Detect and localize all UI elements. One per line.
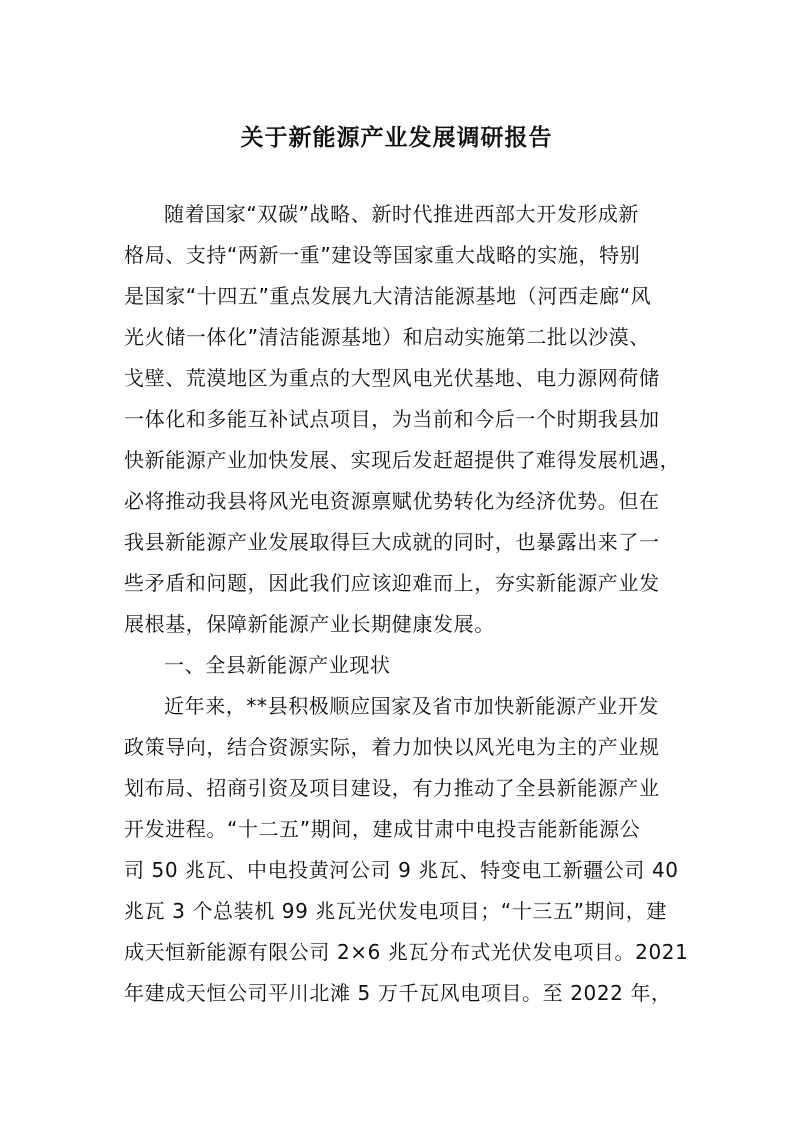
paragraph-line: 快新能源产业加快发展、实现后发赶超提供了难得发展机遇， — [124, 448, 681, 472]
paragraph-line: 展根基，保障新能源产业长期健康发展。 — [124, 612, 495, 636]
paragraph-line: 兆瓦 3 个总装机 99 兆瓦光伏发电项目；“十三五”期间，建 — [124, 899, 667, 923]
paragraph-line: 光火储一体化”清洁能源基地）和启动实施第二批以沙漠、 — [124, 325, 650, 349]
paragraph-line: 些矛盾和问题，因此我们应该迎难而上，夯实新能源产业发 — [124, 571, 660, 595]
paragraph-line: 随着国家“双碳”战略、新时代推进西部大开发形成新 — [164, 202, 640, 226]
paragraph-line: 一体化和多能互补试点项目，为当前和今后一个时期我县加 — [124, 407, 660, 431]
paragraph-line: 必将推动我县将风光电资源禀赋优势转化为经济优势。但在 — [124, 489, 660, 513]
paragraph-line: 年建成天恒公司平川北滩 5 万千瓦风电项目。至 2022 年， — [124, 981, 672, 1005]
paragraph-line: 成天恒新能源有限公司 2×6 兆瓦分布式光伏发电项目。2021 — [124, 940, 689, 964]
paragraph-line: 戈壁、荒漠地区为重点的大型风电光伏基地、电力源网荷储 — [124, 366, 660, 390]
paragraph-line: 近年来，**县积极顺应国家及省市加快新能源产业开发 — [164, 694, 659, 718]
section-heading: 一、全县新能源产业现状 — [164, 653, 391, 677]
paragraph-line: 我县新能源产业发展取得巨大成就的同时，也暴露出来了一 — [124, 530, 660, 554]
paragraph-line: 划布局、招商引资及项目建设，有力推动了全县新能源产业 — [124, 776, 660, 800]
paragraph-line: 格局、支持“两新一重”建设等国家重大战略的实施，特别 — [124, 243, 641, 267]
paragraph-line: 开发进程。“十二五”期间，建成甘肃中电投吉能新能源公 — [124, 817, 641, 841]
paragraph-line: 政策导向，结合资源实际，着力加快以风光电为主的产业规 — [124, 735, 660, 759]
paragraph-line: 司 50 兆瓦、中电投黄河公司 9 兆瓦、特变电工新疆公司 40 — [124, 858, 679, 882]
paragraph-line: 是国家“十四五”重点发展九大清洁能源基地（河西走廊“风 — [124, 284, 652, 308]
document-title: 关于新能源产业发展调研报告 — [240, 125, 553, 151]
